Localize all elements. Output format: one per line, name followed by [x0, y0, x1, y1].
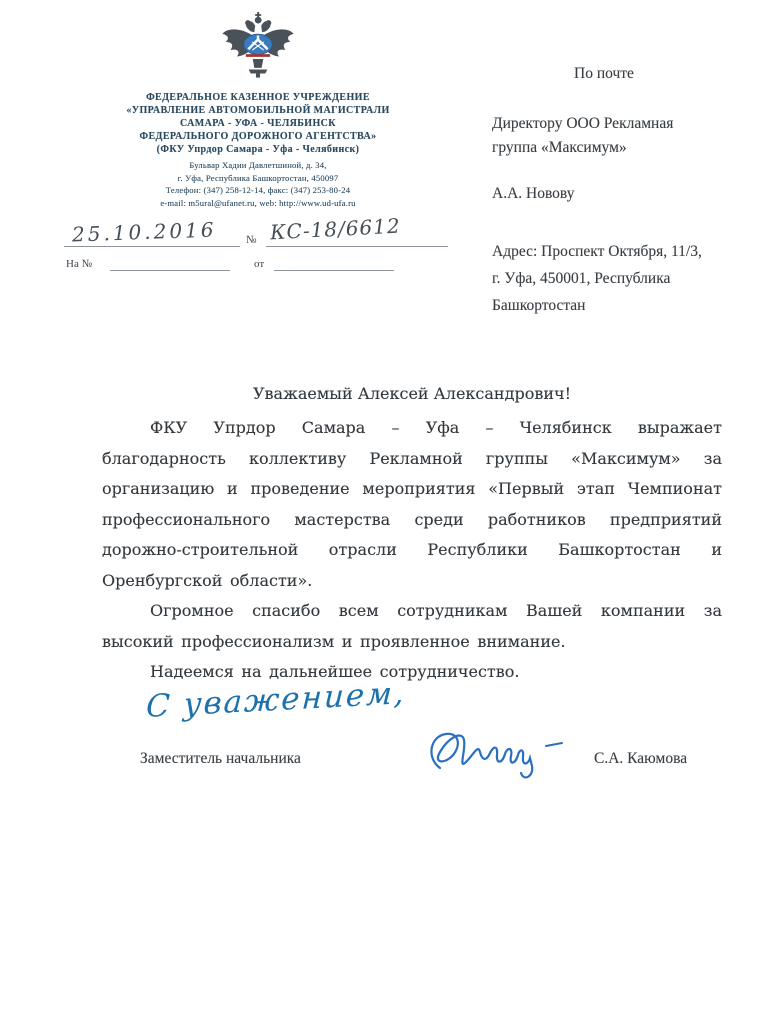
- handwritten-signature-icon: [418, 722, 578, 797]
- recipient-address-line: Адрес: Проспект Октября, 11/3,: [492, 243, 702, 260]
- org-name-line: ФЕДЕРАЛЬНОГО ДОРОЖНОГО АГЕНТСТВА»: [139, 131, 377, 142]
- letter-body: [102, 384, 722, 688]
- body-paragraph: Огромное спасибо всем сотрудникам Вашей компании за высокий профессионализм и проявленное внимание.: [102, 601, 722, 651]
- date-underline: [64, 246, 240, 247]
- body-paragraph: Надеемся на дальнейшее сотрудничество.: [150, 662, 520, 681]
- org-city-address: г. Уфа, Республика Башкортостан, 450097: [177, 172, 339, 183]
- signer-position-title: Заместитель начальника: [140, 750, 301, 767]
- delivery-method: По почте: [574, 65, 634, 82]
- handwritten-date: 25.10.2016: [71, 217, 217, 247]
- org-street-address: Бульвар Хадии Давлетшиной, д. 34,: [189, 160, 327, 170]
- org-name-line: «УПРАВЛЕНИЕ АВТОМОБИЛЬНОЙ МАГИСТРАЛИ: [126, 105, 390, 116]
- org-name-line: САМАРА - УФА - ЧЕЛЯБИНСК: [180, 118, 336, 129]
- recipient-name: А.А. Новову: [492, 185, 575, 202]
- org-phone-fax: Телефон: (347) 258-12-14, факс: (347) 253-80-24: [165, 185, 351, 195]
- signer-name: С.А. Каюмова: [594, 750, 688, 767]
- org-name-line: ФЕДЕРАЛЬНОЕ КАЗЕННОЕ УЧРЕЖДЕНИЕ: [146, 92, 370, 103]
- recipient-address-line: г. Уфа, 450001, Республика: [492, 270, 671, 287]
- letterhead: [58, 12, 458, 209]
- org-email-web: e-mail: m5ural@ufanet.ru, web: http://www.ud-ufa.ru: [160, 197, 356, 208]
- federal-road-agency-emblem-icon: [217, 12, 299, 85]
- handwritten-closing: С уважением,: [145, 675, 407, 725]
- org-short-name: (ФКУ Упрдор Самара - Уфа - Челябинск): [156, 144, 360, 155]
- on-number-underline: [110, 270, 230, 271]
- handwritten-outgoing-number: КС-18/6612: [269, 213, 402, 245]
- recipient-address-line: Башкортостан: [492, 297, 586, 314]
- from-label: от: [254, 258, 265, 270]
- body-paragraph: ФКУ Упрдор Самара – Уфа – Челябинск выражает благодарность коллективу Рекламной группы «Максимум» за организацию и проведение мероприятия «Первый этап Чемпионат профессионального мастерства среди работников предприятий дорожно-строительной отрасли Республики Башкортостан и Оренбургской области».: [102, 418, 722, 590]
- from-underline: [274, 270, 394, 271]
- recipient-title-line: Директору ООО Рекламная: [492, 115, 674, 132]
- on-number-label: На №: [66, 258, 93, 270]
- reference-block: [58, 212, 458, 272]
- salutation: Уважаемый Алексей Александрович!: [252, 384, 571, 403]
- number-underline: [266, 246, 448, 247]
- number-sign-label: №: [246, 234, 257, 246]
- addressee-block: [492, 62, 742, 206]
- recipient-address: [492, 238, 742, 319]
- recipient-title-line: группа «Максимум»: [492, 139, 627, 156]
